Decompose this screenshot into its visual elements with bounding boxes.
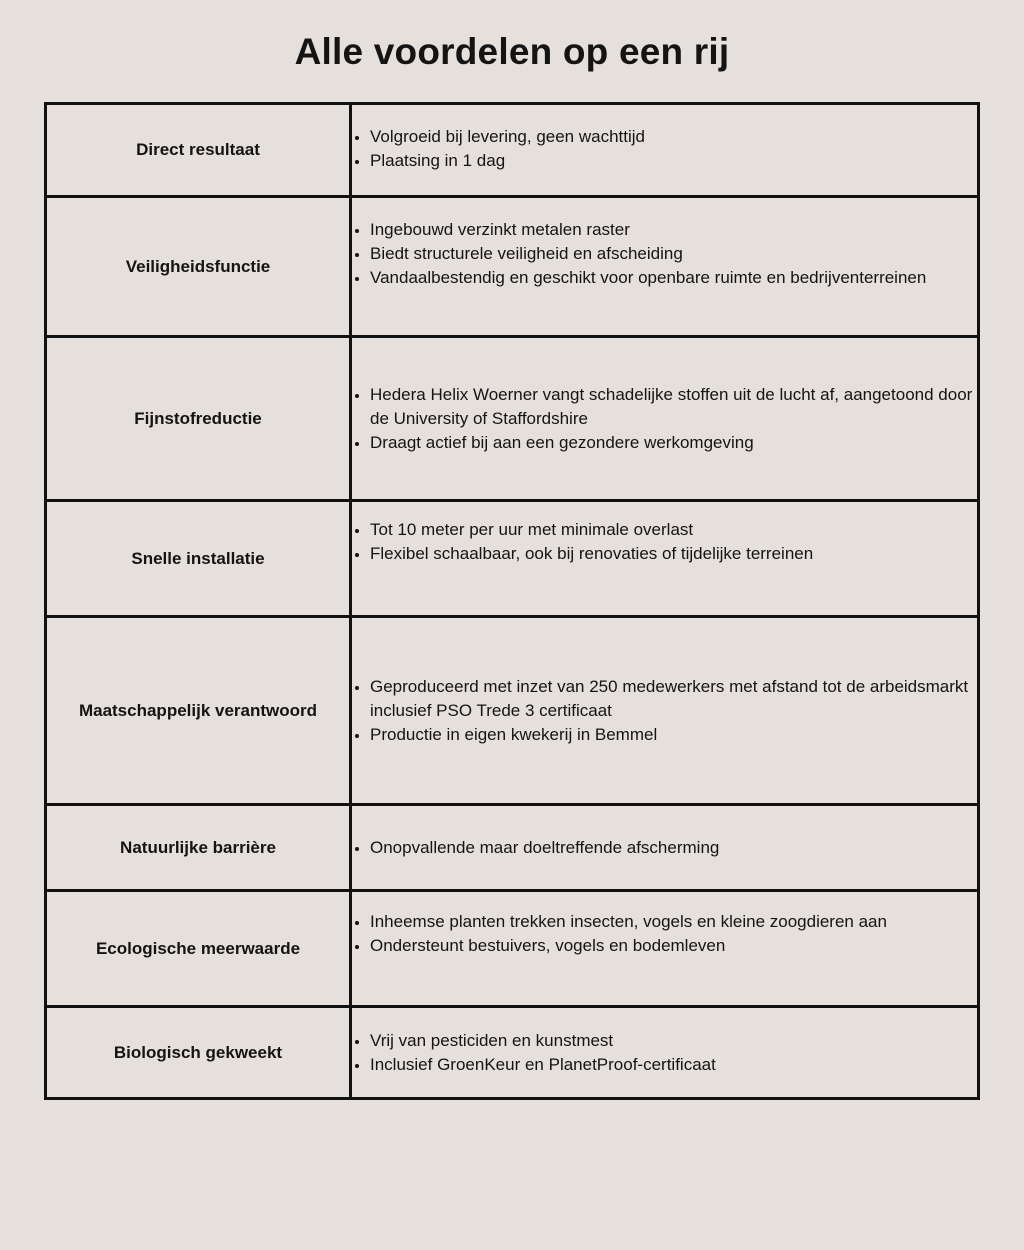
list-item: Ingebouwd verzinkt metalen raster	[352, 218, 977, 242]
row-label: Veiligheidsfunctie	[46, 197, 351, 337]
row-items	[351, 104, 979, 197]
list-item: Productie in eigen kwekerij in Bemmel	[352, 723, 977, 747]
list-item: Onopvallende maar doeltreffende afscherming	[352, 836, 977, 860]
bullet-list	[352, 836, 977, 860]
row-label: Ecologische meerwaarde	[46, 891, 351, 1007]
list-item: Draagt actief bij aan een gezondere werkomgeving	[352, 431, 977, 455]
table-row	[46, 501, 979, 617]
row-label: Natuurlijke barrière	[46, 805, 351, 891]
table-row	[46, 337, 979, 501]
list-item: Flexibel schaalbaar, ook bij renovaties of tijdelijke terreinen	[352, 542, 977, 566]
bullet-list	[352, 910, 977, 958]
row-items	[351, 337, 979, 501]
list-item: Geproduceerd met inzet van 250 medewerkers met afstand tot de arbeidsmarkt inclusief PSO Trede 3 certificaat	[352, 675, 977, 723]
bullet-list	[352, 125, 977, 173]
row-label: Fijnstofreductie	[46, 337, 351, 501]
bullet-list	[352, 383, 977, 455]
table-row	[46, 1007, 979, 1099]
table-row	[46, 104, 979, 197]
row-items	[351, 617, 979, 805]
bullet-list	[352, 675, 977, 747]
list-item: Hedera Helix Woerner vangt schadelijke stoffen uit de lucht af, aangetoond door de University of Staffordshire	[352, 383, 977, 431]
row-label: Direct resultaat	[46, 104, 351, 197]
page-title: Alle voordelen op een rij	[294, 31, 730, 72]
list-item: Inheemse planten trekken insecten, vogels en kleine zoogdieren aan	[352, 910, 977, 934]
row-label: Biologisch gekweekt	[46, 1007, 351, 1099]
table-row	[46, 805, 979, 891]
row-label: Maatschappelijk verantwoord	[46, 617, 351, 805]
list-item: Volgroeid bij levering, geen wachttijd	[352, 125, 977, 149]
row-items	[351, 805, 979, 891]
row-items	[351, 501, 979, 617]
row-items	[351, 891, 979, 1007]
list-item: Inclusief GroenKeur en PlanetProof-certificaat	[352, 1053, 977, 1077]
bullet-list	[352, 1029, 977, 1077]
list-item: Vandaalbestendig en geschikt voor openbare ruimte en bedrijventerreinen	[352, 266, 977, 290]
benefits-table	[44, 102, 980, 1100]
bullet-list	[352, 218, 977, 290]
table-row	[46, 617, 979, 805]
table-row	[46, 197, 979, 337]
row-items	[351, 197, 979, 337]
list-item: Ondersteunt bestuivers, vogels en bodemleven	[352, 934, 977, 958]
table-row	[46, 891, 979, 1007]
list-item: Vrij van pesticiden en kunstmest	[352, 1029, 977, 1053]
row-label: Snelle installatie	[46, 501, 351, 617]
bullet-list	[352, 518, 977, 566]
row-items	[351, 1007, 979, 1099]
list-item: Biedt structurele veiligheid en afscheiding	[352, 242, 977, 266]
list-item: Plaatsing in 1 dag	[352, 149, 977, 173]
list-item: Tot 10 meter per uur met minimale overlast	[352, 518, 977, 542]
